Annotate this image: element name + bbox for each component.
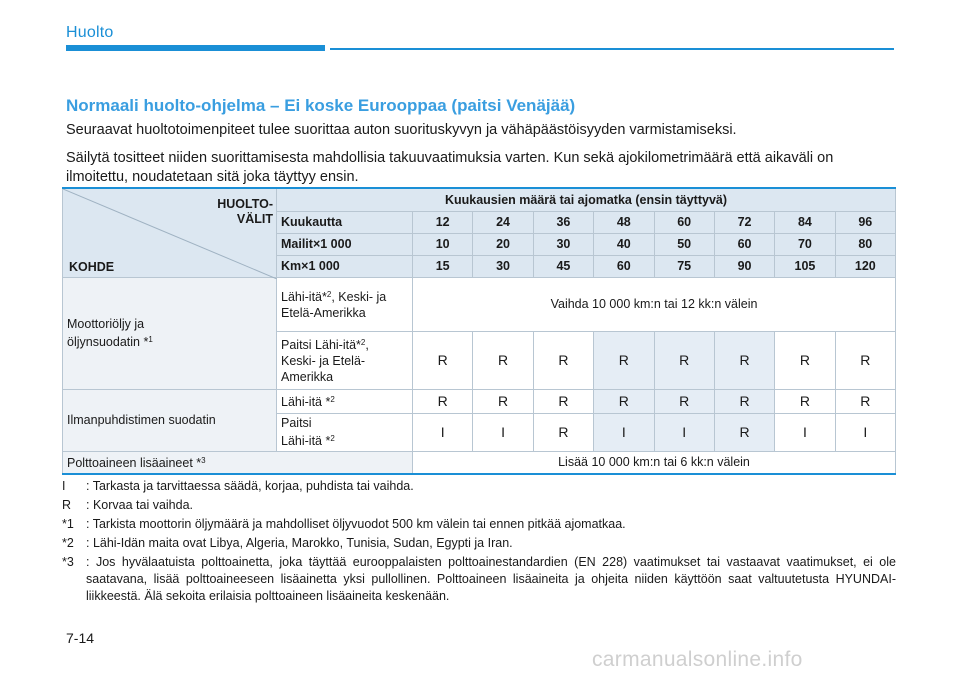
interval-value: 30 [533, 233, 593, 255]
footnote-key: R [62, 498, 72, 512]
sub-item-text: Amerikka [281, 370, 334, 384]
service-mark: R [775, 331, 835, 389]
interval-value: 96 [835, 211, 895, 233]
footnote-key: *2 [62, 536, 74, 550]
item-air-cleaner: Ilmanpuhdistimen suodatin [63, 389, 277, 451]
service-mark: R [654, 331, 714, 389]
page-number: 7-14 [66, 630, 95, 646]
interval-value: 48 [594, 211, 654, 233]
sub-item-except-middle-east [277, 331, 413, 389]
table-row-air-a [63, 389, 896, 413]
interval-value: 60 [714, 233, 774, 255]
service-mark: R [533, 331, 593, 389]
sub-item-text: , Keski- ja [331, 290, 387, 304]
header-rule-thick [66, 45, 325, 51]
item-engine-oil-line2: öljynsuodatin * [67, 334, 149, 349]
footnotes [62, 478, 896, 607]
corner-label-line1: HUOLTO- [217, 197, 273, 211]
item-engine-oil [63, 277, 277, 389]
service-mark: R [654, 389, 714, 413]
service-mark: I [473, 413, 533, 451]
section-label: Huolto [66, 24, 114, 41]
interval-value: 90 [714, 255, 774, 277]
interval-value: 30 [473, 255, 533, 277]
footnote-ref: 2 [326, 290, 332, 299]
header-rule-thin [330, 48, 894, 50]
row-label-km: Km×1 000 [277, 255, 413, 277]
interval-value: 24 [473, 211, 533, 233]
footnote-key: *3 [62, 555, 74, 569]
footnote-text: : Lähi-Idän maita ovat Libya, Algeria, Marokko, Tunisia, Sudan, Egypti ja Iran. [86, 536, 513, 550]
interval-value: 72 [714, 211, 774, 233]
corner-label-intervals [217, 197, 273, 227]
interval-value: 80 [835, 233, 895, 255]
interval-value: 10 [413, 233, 473, 255]
interval-value: 60 [594, 255, 654, 277]
maintenance-schedule-table [62, 187, 896, 475]
service-mark: R [413, 389, 473, 413]
item-engine-oil-line1: Moottoriöljy ja [67, 316, 145, 331]
service-mark: R [533, 389, 593, 413]
interval-value: 105 [775, 255, 835, 277]
corner-label-line2: VÄLIT [236, 212, 273, 226]
footnote-ref: 2 [330, 434, 335, 443]
interval-title: Kuukausien määrä tai ajomatka (ensin täyttyvä) [277, 188, 896, 211]
interval-value: 50 [654, 233, 714, 255]
sub-item-text: Paitsi [281, 416, 312, 430]
footnote-text: : Korvaa tai vaihda. [86, 498, 194, 512]
interval-value: 70 [775, 233, 835, 255]
row-label-miles: Mailit×1 000 [277, 233, 413, 255]
sub-item-text: Etelä-Amerikka [281, 306, 366, 320]
table-row-oil-a [63, 277, 896, 331]
service-mark: R [835, 331, 895, 389]
row-label-months: Kuukautta [277, 211, 413, 233]
corner-label-item: KOHDE [69, 259, 115, 274]
interval-value: 84 [775, 211, 835, 233]
footnote-ref: 2 [360, 338, 366, 347]
sub-item-text: Lähi-itä* [281, 290, 327, 304]
footnote-ref: 2 [330, 395, 335, 404]
sub-item-text: Lähi-itä * [281, 395, 331, 409]
footnote-text: : Tarkasta ja tarvittaessa säädä, korjaa, puhdista tai vaihda. [86, 479, 414, 493]
intro-paragraph-1: Seuraavat huoltotoimenpiteet tulee suorittaa auton suorituskyvyn ja vähäpäästöisyyden varmistamiseksi. [66, 122, 737, 138]
service-mark: R [714, 331, 774, 389]
sub-item-text: Keski- ja Etelä- [281, 354, 366, 368]
service-mark: R [473, 331, 533, 389]
service-mark: R [594, 389, 654, 413]
page-heading: Normaali huolto-ohjelma – Ei koske Eurooppaa (paitsi Venäjää) [66, 96, 576, 115]
footnote-key: I [62, 479, 66, 493]
interval-value: 120 [835, 255, 895, 277]
table-row-fuel [63, 451, 896, 474]
sub-item-text: Paitsi Lähi-itä* [281, 338, 361, 352]
sub-item-middle-east [277, 389, 413, 413]
service-mark: R [473, 389, 533, 413]
interval-value: 15 [413, 255, 473, 277]
intro-paragraph-2: Säilytä tositteet niiden suorittamisesta mahdollisia takuuvaatimuksia varten. Kun sekä ajokilometrimäärä että aikaväli on ilmoitettu, noudatetaan sitä joka täyttyy ensin. [66, 150, 834, 185]
service-mark: I [594, 413, 654, 451]
service-mark: R [835, 389, 895, 413]
interval-value: 60 [654, 211, 714, 233]
footnote-key: *1 [62, 517, 74, 531]
service-mark: I [413, 413, 473, 451]
footnote-ref: 1 [148, 334, 153, 344]
footnote-item [62, 554, 896, 605]
service-mark: R [413, 331, 473, 389]
service-mark: R [714, 413, 774, 451]
table-corner-header [63, 188, 277, 277]
footnote-item [62, 478, 896, 495]
footnote-item [62, 497, 896, 514]
service-mark: I [835, 413, 895, 451]
interval-value: 36 [533, 211, 593, 233]
interval-value: 20 [473, 233, 533, 255]
oil-interval-text: Vaihda 10 000 km:n tai 12 kk:n välein [413, 277, 896, 331]
service-mark: I [654, 413, 714, 451]
interval-value: 45 [533, 255, 593, 277]
watermark: carmanualsonline.info [592, 648, 803, 671]
footnote-text: : Tarkista moottorin öljymäärä ja mahdolliset öljyvuodot 500 km välein tai ennen pitkää ajomatkaa. [86, 517, 626, 531]
fuel-interval-text: Lisää 10 000 km:n tai 6 kk:n välein [413, 451, 896, 474]
item-fuel-additives [63, 451, 413, 474]
service-mark: I [775, 413, 835, 451]
footnote-ref: 3 [201, 456, 206, 466]
interval-value: 75 [654, 255, 714, 277]
item-fuel-additives-text: Polttoaineen lisäaineet * [67, 456, 202, 471]
service-mark: R [775, 389, 835, 413]
sub-item-except-middle-east [277, 413, 413, 451]
interval-value: 40 [594, 233, 654, 255]
service-mark: R [714, 389, 774, 413]
sub-item-middle-east [277, 277, 413, 331]
footnote-item [62, 535, 896, 552]
service-mark: R [533, 413, 593, 451]
sub-item-text: Lähi-itä * [281, 434, 331, 448]
service-mark: R [594, 331, 654, 389]
interval-value: 12 [413, 211, 473, 233]
footnote-text: : Jos hyvälaatuista polttoainetta, joka täyttää eurooppalaisten polttoainestandardien (EN 228) vaatimukset tai vastaavat vaatimukset, ei ole saatavana, lisää polttoaineeseen lisäainetta yksi pullollinen. Polttoaineen lisäaineita ja ohjeita niiden käyttöön saat valtuutetusta HYUNDAI-liikkeestä. Älä sekoita erilaisia polttoaineen lisäaineita keskenään. [86, 555, 896, 603]
footnote-item [62, 516, 896, 533]
sub-item-text: , [365, 338, 369, 352]
